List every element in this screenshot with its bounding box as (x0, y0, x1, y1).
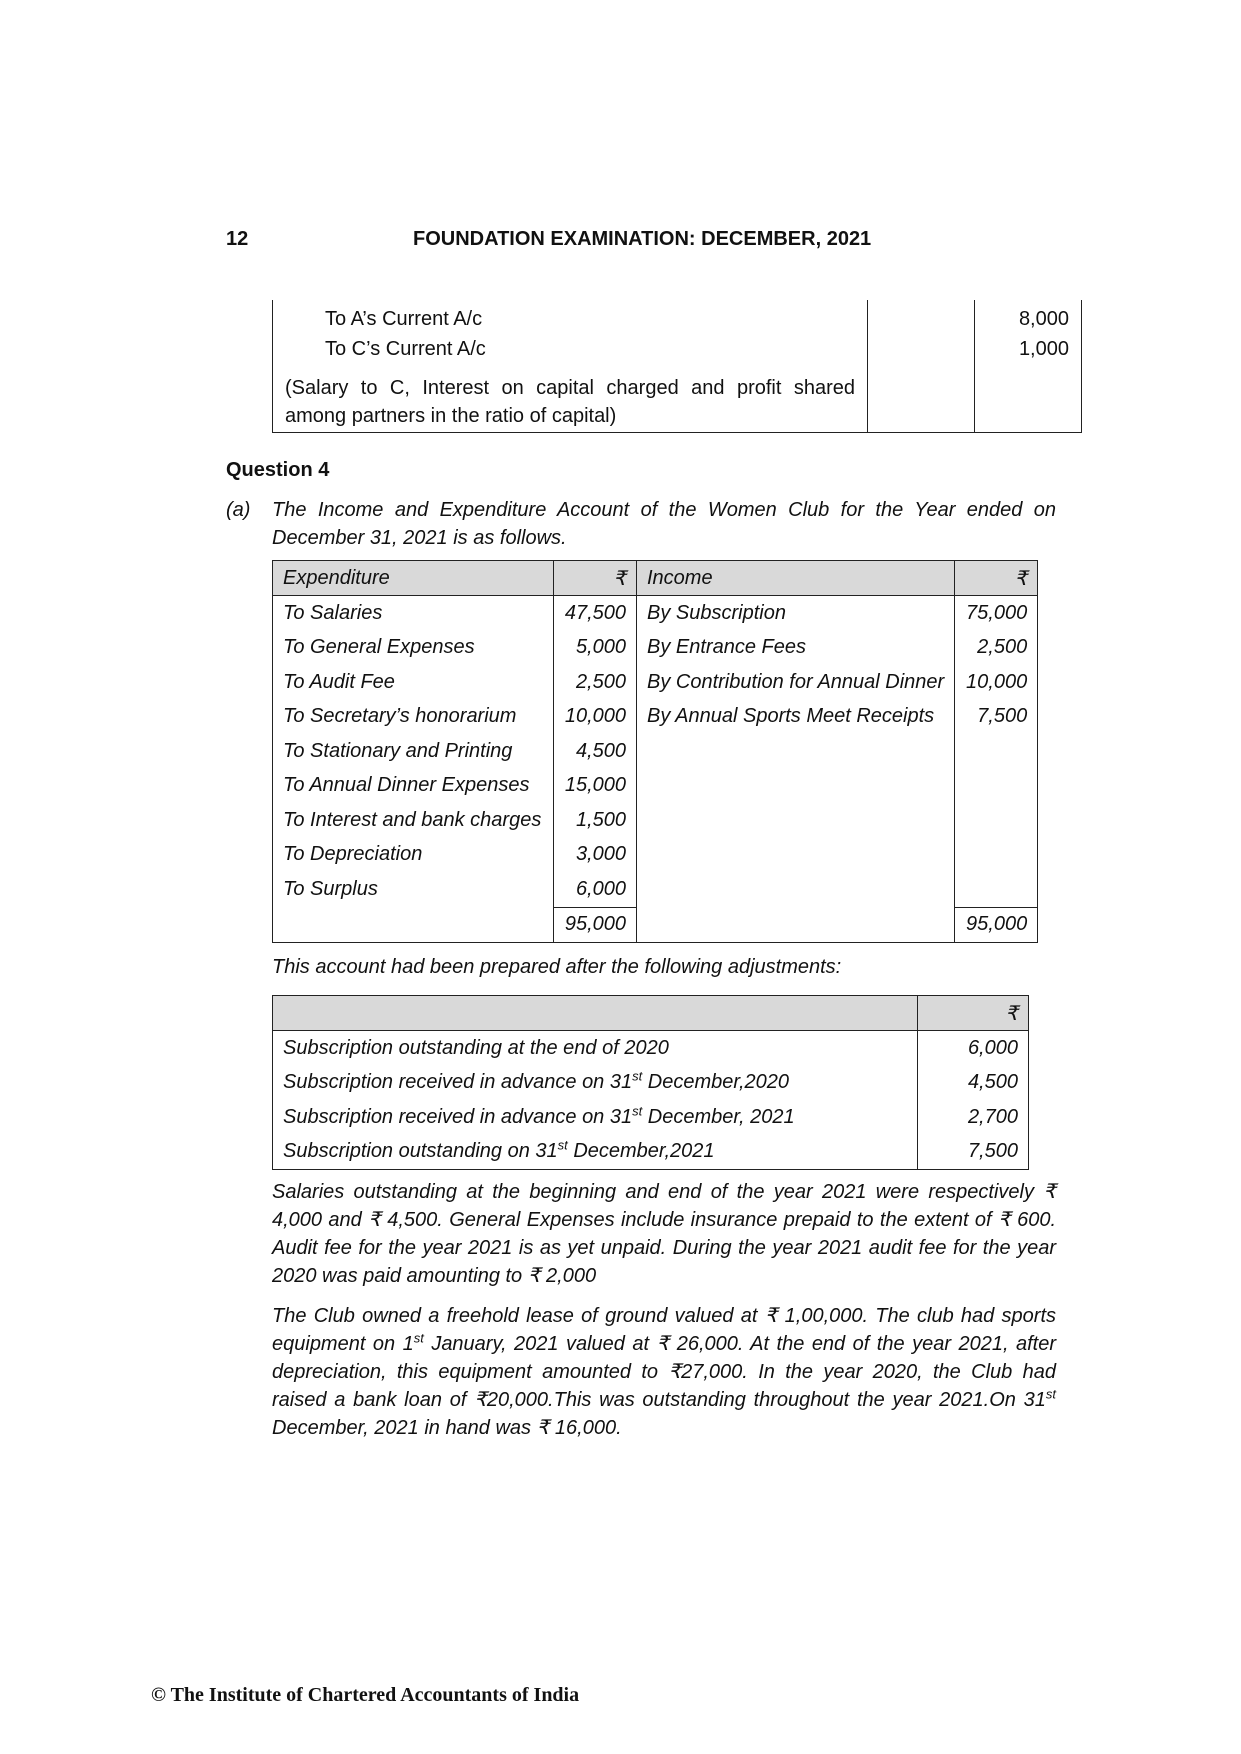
table-row (273, 338, 1082, 370)
table-header-row (273, 996, 1029, 1031)
journal-credit: 1,000 (975, 338, 1082, 370)
table-row (273, 1135, 1029, 1170)
expenditure-amount: 10,000 (554, 700, 637, 735)
table-row (273, 596, 1038, 631)
journal-particulars: To A’s Current A/c (273, 300, 868, 338)
question-intro: The Income and Expenditure Account of the Women Club for the Year ended on December 31, 2021 is as follows. (272, 499, 1056, 549)
table-row (273, 803, 1038, 838)
table-header-row (273, 561, 1038, 596)
expenditure-amount: 3,000 (554, 838, 637, 873)
adjustment-amount: 6,000 (918, 1031, 1029, 1066)
journal-credit: 8,000 (975, 300, 1082, 338)
expenditure-amount: 15,000 (554, 769, 637, 804)
income-label: By Subscription (637, 596, 955, 631)
adjustment-description: Subscription received in advance on 31st December,2020 (273, 1066, 918, 1101)
expenditure-amount: 5,000 (554, 631, 637, 666)
total-expenditure: 95,000 (554, 907, 637, 943)
income-label: By Contribution for Annual Dinner (637, 665, 955, 700)
question-heading: Question 4 (226, 459, 330, 481)
journal-debit (868, 370, 975, 433)
expenditure-amount: 4,500 (554, 734, 637, 769)
journal-entry-table (272, 300, 1082, 433)
expenditure-amount: 2,500 (554, 665, 637, 700)
salaries-paragraph: Salaries outstanding at the beginning and end of the year 2021 were respectively ₹ 4,000 and ₹ 4,500. General Expenses include insurance prepaid to the extent of ₹ 600. Audit fee for the year 2021 is as yet unpaid. During the year 2021 audit fee for the year 2020 was paid amounting to ₹ 2,000 (272, 1181, 1056, 1287)
expenditure-label: To Audit Fee (273, 665, 554, 700)
table-row (273, 838, 1038, 873)
adjustment-amount: 4,500 (918, 1066, 1029, 1101)
currency-header: ₹ (955, 561, 1038, 596)
expenditure-label: To General Expenses (273, 631, 554, 666)
income-label: By Annual Sports Meet Receipts (637, 700, 955, 735)
table-row (273, 872, 1038, 907)
page-number: 12 (226, 228, 249, 250)
adjustment-description: Subscription received in advance on 31st December, 2021 (273, 1100, 918, 1135)
income-amount: 2,500 (955, 631, 1038, 666)
adjustments-intro: This account had been prepared after the following adjustments: (272, 956, 842, 978)
income-amount: 7,500 (955, 700, 1038, 735)
total-row (273, 907, 1038, 943)
expenditure-label: To Salaries (273, 596, 554, 631)
journal-narration: (Salary to C, Interest on capital charged and profit shared among partners in the ratio of capital) (273, 370, 868, 433)
expenditure-amount: 1,500 (554, 803, 637, 838)
table-row (273, 769, 1038, 804)
adjustment-description: Subscription outstanding on 31st December,2021 (273, 1135, 918, 1170)
adjustment-amount: 7,500 (918, 1135, 1029, 1170)
table-row (273, 1100, 1029, 1135)
table-row (273, 700, 1038, 735)
table-row (273, 665, 1038, 700)
income-amount: 10,000 (955, 665, 1038, 700)
table-row (273, 370, 1082, 433)
income-expenditure-table (272, 560, 1038, 943)
journal-credit (975, 370, 1082, 433)
question-part-a (226, 496, 1056, 552)
expenditure-label: To Annual Dinner Expenses (273, 769, 554, 804)
expenditure-amount: 6,000 (554, 872, 637, 907)
table-row (273, 631, 1038, 666)
adjustment-amount: 2,700 (918, 1100, 1029, 1135)
income-header: Income (637, 561, 955, 596)
income-amount: 75,000 (955, 596, 1038, 631)
currency-header: ₹ (554, 561, 637, 596)
adjustment-description: Subscription outstanding at the end of 2020 (273, 1031, 918, 1066)
table-row (273, 734, 1038, 769)
income-label: By Entrance Fees (637, 631, 955, 666)
expenditure-label: To Interest and bank charges (273, 803, 554, 838)
expenditure-label: To Stationary and Printing (273, 734, 554, 769)
club-assets-paragraph: The Club owned a freehold lease of ground valued at ₹ 1,00,000. The club had sports equipment on 1st January, 2021 valued at ₹ 26,000. At the end of the year 2021, after depreciation, this equipment amounted to ₹27,000. In the year 2020, the Club had raised a bank loan of ₹20,000.This was outstanding throughout the year 2021.On 31st December, 2021 in hand was ₹ 16,000. (272, 1305, 1056, 1439)
total-income: 95,000 (955, 907, 1038, 943)
expenditure-label: To Surplus (273, 872, 554, 907)
copyright-footer: © The Institute of Chartered Accountants of India (151, 1684, 580, 1706)
page-title: FOUNDATION EXAMINATION: DECEMBER, 2021 (413, 228, 872, 250)
journal-debit (868, 300, 975, 338)
expenditure-label: To Secretary’s honorarium (273, 700, 554, 735)
table-row (273, 1066, 1029, 1101)
table-row (273, 1031, 1029, 1066)
journal-debit (868, 338, 975, 370)
part-label: (a) (226, 499, 251, 521)
expenditure-amount: 47,500 (554, 596, 637, 631)
expenditure-label: To Depreciation (273, 838, 554, 873)
adjustments-table (272, 995, 1029, 1170)
journal-particulars: To C’s Current A/c (273, 338, 868, 370)
expenditure-header: Expenditure (273, 561, 554, 596)
currency-header: ₹ (918, 996, 1029, 1031)
table-row (273, 300, 1082, 338)
